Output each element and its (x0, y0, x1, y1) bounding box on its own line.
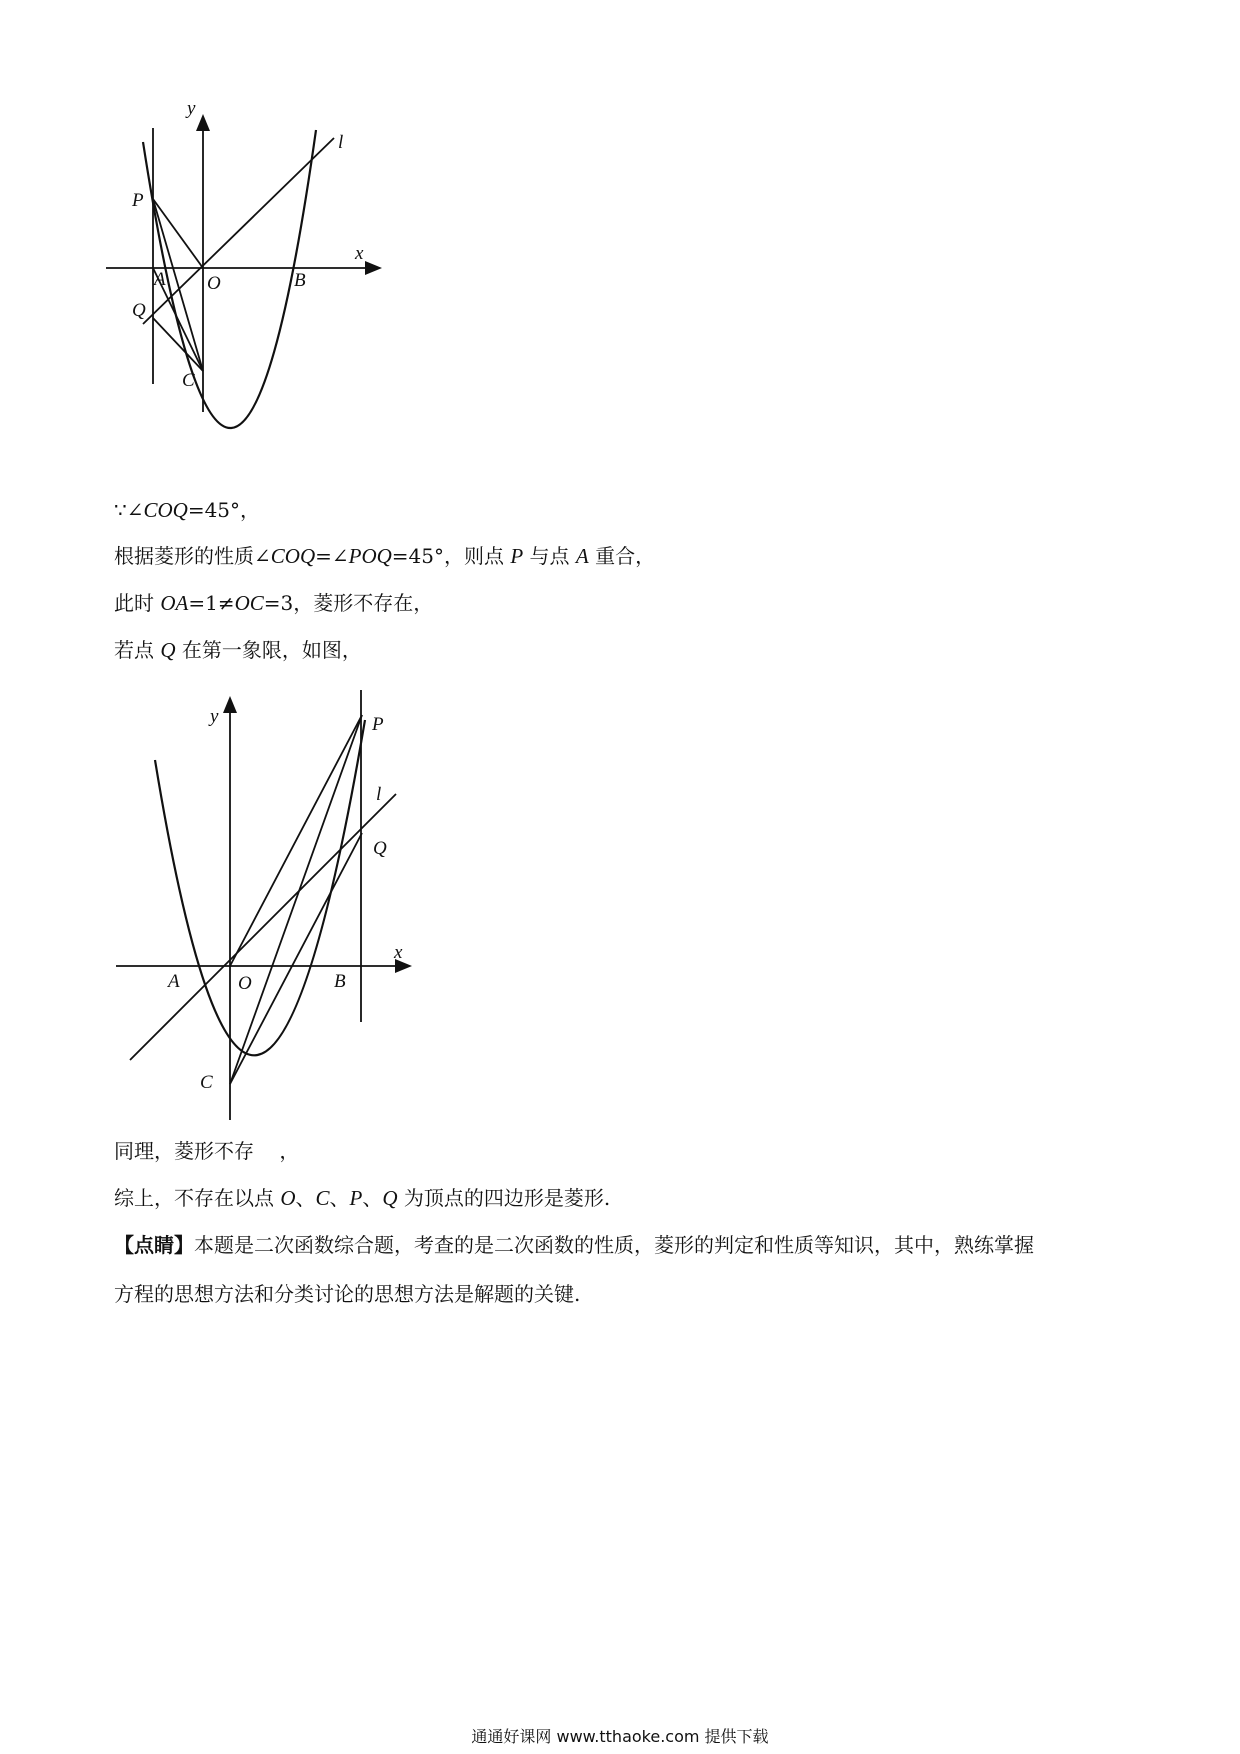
comment-tag: 【点睛】 (114, 1233, 194, 1257)
label-C: C (182, 370, 195, 391)
label-O: O (207, 273, 221, 294)
label-B: B (294, 270, 306, 291)
segment-CP (230, 715, 362, 1084)
text-line-4: 若点 Q 在第一象限，如图， (114, 638, 362, 662)
text-line-6: 综上，不存在以点 O、C、P、Q 为顶点的四边形是菱形. (114, 1186, 611, 1210)
label-x: x (394, 942, 403, 963)
label-B: B (334, 971, 346, 992)
label-Q: Q (132, 300, 146, 321)
text-line-7: 【点睛】本题是二次函数综合题，考查的是二次函数的性质，菱形的判定和性质等知识，其中，熟练掌握 (114, 1233, 1034, 1257)
label-A: A (154, 269, 166, 290)
text-line-8: 方程的思想方法和分类讨论的思想方法是解题的关键. (114, 1282, 581, 1306)
page-footer: 通通好课网 www.tthaoke.com 提供下载 (471, 1727, 769, 1746)
label-x: x (355, 243, 364, 264)
line-l (143, 138, 334, 324)
label-y: y (187, 100, 196, 119)
y-axis-arrow (196, 114, 210, 131)
label-Q: Q (373, 838, 387, 859)
text-line-3: 此时 OA=1≠OC=3，菱形不存在， (114, 591, 434, 615)
segment-CQ (230, 833, 362, 1084)
label-A: A (168, 971, 180, 992)
label-y: y (210, 706, 219, 727)
text-line-2: 根据菱形的性质∠COQ=∠POQ=45°，则点 P 与点 A 重合， (114, 544, 656, 568)
label-P: P (372, 714, 384, 735)
label-l: l (376, 784, 382, 805)
label-O: O (238, 973, 252, 994)
text-line-1: ∵∠COQ=45°， (114, 498, 261, 522)
text-line-5: 同理，菱形不存 ， (114, 1139, 300, 1163)
label-C: C (200, 1072, 213, 1093)
figure-2 (100, 680, 420, 1120)
x-axis-arrow (365, 261, 382, 275)
label-P: P (132, 190, 144, 211)
y-axis-arrow (223, 696, 237, 713)
parabola (143, 130, 316, 428)
segment-PO (153, 199, 203, 268)
figure-1 (100, 100, 400, 470)
label-l: l (338, 132, 344, 153)
